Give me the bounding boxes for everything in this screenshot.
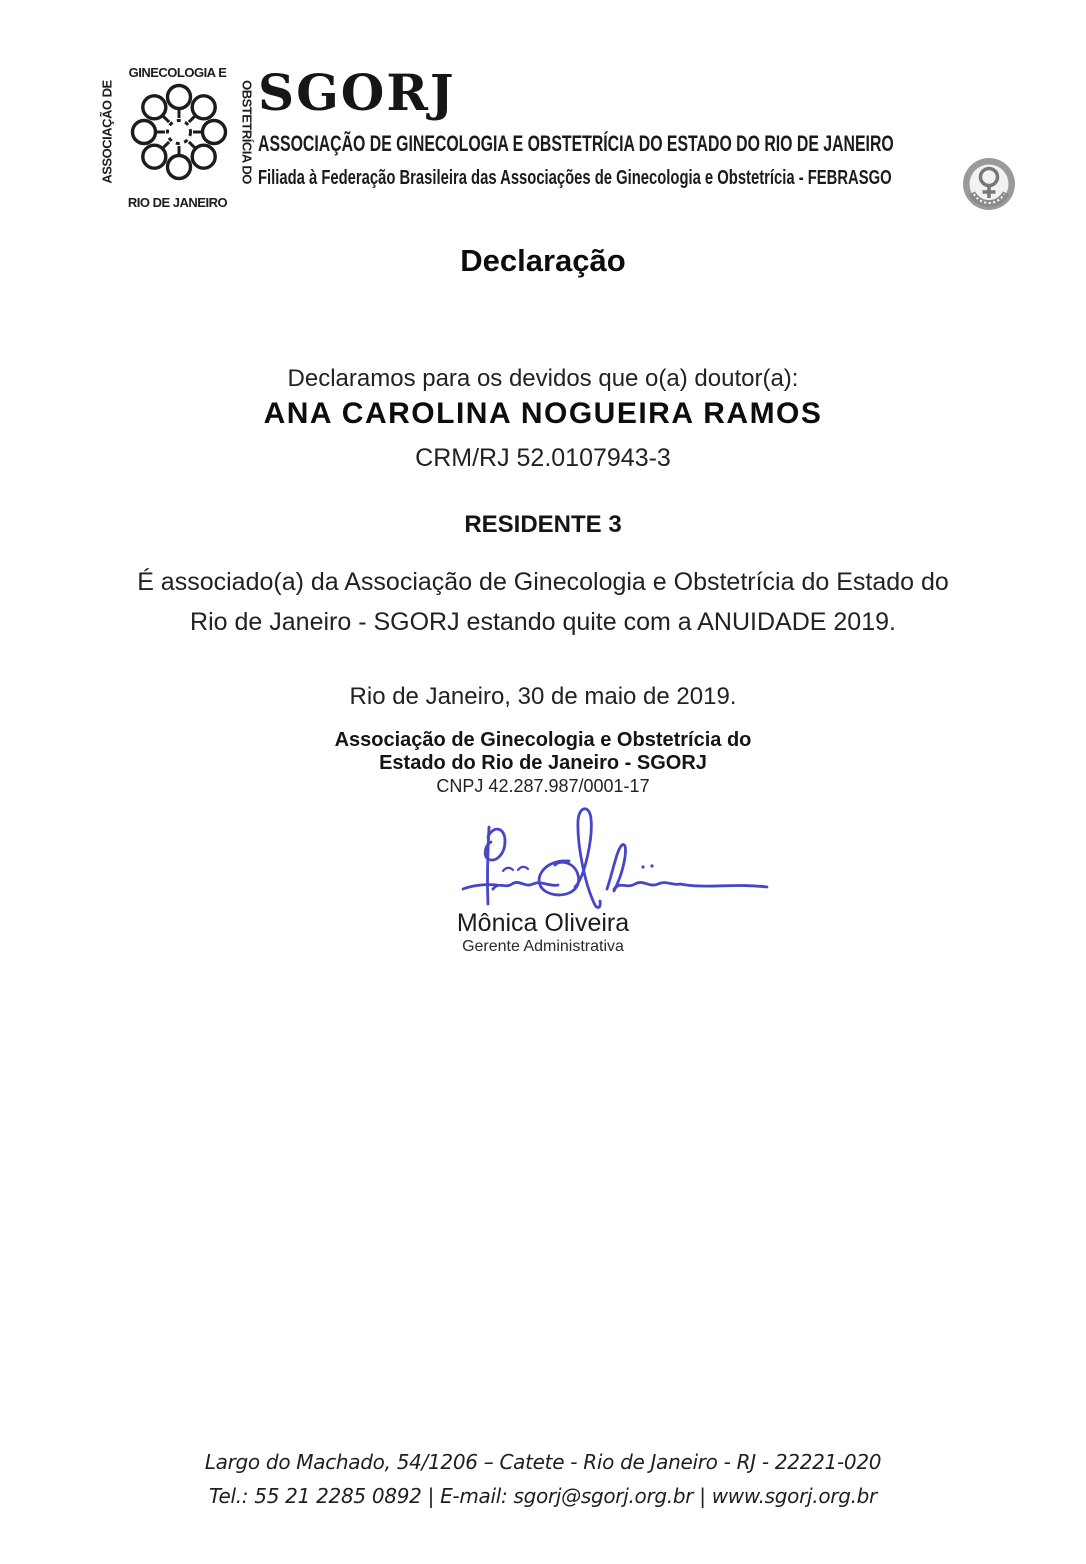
doctor-name: ANA CAROLINA NOGUEIRA RAMOS: [263, 397, 823, 430]
signature-org-line2: Estado do Rio de Janeiro - SGORJ: [379, 752, 707, 774]
crm-number: CRM/RJ 52.0107943-3: [415, 444, 671, 472]
footer-contact: Tel.: 55 21 2285 0892 | E-mail: sgorj@sgorj.org.br | www.sgorj.org.br: [209, 1484, 877, 1508]
emblem-text-right: OBSTETRÍCIA DO: [239, 80, 255, 184]
cnpj-number: CNPJ 42.287.987/0001-17: [436, 776, 650, 796]
signer-role: Gerente Administrativa: [462, 938, 624, 955]
signer-name: Mônica Oliveira: [456, 909, 630, 937]
document-title: Declaração: [460, 243, 626, 278]
intro-line: Declaramos para os devidos que o(a) doutor(a):: [287, 365, 799, 392]
signature-org-line1: Associação de Ginecologia e Obstetrícia do: [334, 729, 752, 751]
date-line: Rio de Janeiro, 30 de maio de 2019.: [349, 683, 737, 710]
febrasgo-badge-icon: [962, 157, 1016, 211]
declaration-body: É associado(a) da Associação de Ginecologia e Obstetrícia do Estado do Rio de Janeiro - SGORJ estando quite com a ANUIDADE 2019.: [137, 568, 949, 636]
affiliation-line: Filiada à Federação Brasileira das Associações de Ginecologia e Obstetrícia - FEBRASGO: [258, 167, 892, 189]
footer-address: Largo do Machado, 54/1206 – Catete - Rio de Janeiro - RJ - 22221-020: [204, 1450, 882, 1474]
association-name-line: ASSOCIAÇÃO DE GINECOLOGIA E OBSTETRÍCIA DO ESTADO DO RIO DE JANEIRO: [258, 131, 894, 156]
emblem-text-bottom: RIO DE JANEIRO: [127, 195, 228, 210]
acronym-title: SGORJ: [258, 63, 456, 122]
circles-flower-icon: [95, 57, 260, 207]
handwritten-signature: [415, 797, 787, 917]
emblem-text-top: GINECOLOGIA E: [128, 65, 227, 80]
emblem-text-left: ASSOCIAÇÃO DE: [99, 80, 115, 184]
sgorj-emblem-logo: [95, 57, 260, 212]
member-category: RESIDENTE 3: [464, 511, 622, 538]
